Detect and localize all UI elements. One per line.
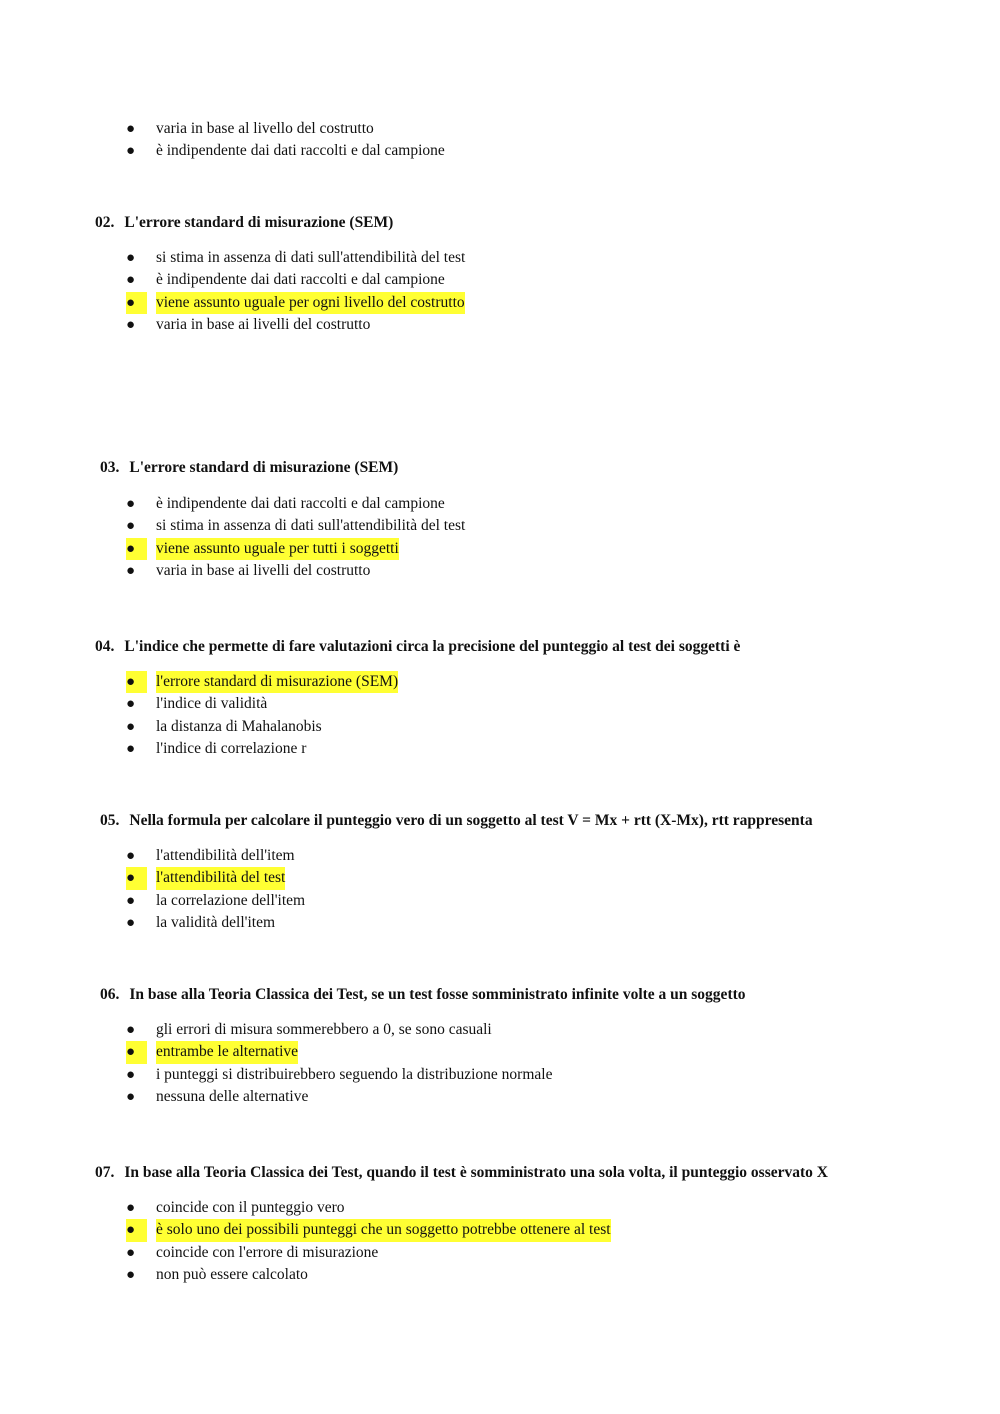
question-06-options <box>0 1019 1000 1108</box>
option-item <box>0 140 1000 162</box>
bullet-icon: ● <box>126 1244 136 1261</box>
question-04-options <box>0 671 1000 760</box>
option-text: si stima in assenza di dati sull'attendibilità del test <box>156 249 466 266</box>
bullet-icon: ● <box>126 121 136 137</box>
option-text: è indipendente dai dati raccolti e dal campione <box>156 271 445 289</box>
bullet-icon: ● <box>126 538 147 560</box>
option-text: varia in base ai livelli del costrutto <box>156 561 371 579</box>
question-title <box>100 811 813 831</box>
question-title <box>95 1163 828 1183</box>
option-text: gli errori di misura sommerebbero a 0, se sono casuali <box>156 1021 492 1038</box>
option-item <box>0 1064 1000 1086</box>
option-text: la correlazione dell'item <box>156 891 306 909</box>
question-number: 05. <box>100 812 120 829</box>
option-item <box>0 693 1000 715</box>
bullet-icon: ● <box>126 1022 136 1038</box>
option-item-highlighted <box>0 1041 1000 1063</box>
option-text: coincide con l'errore di misurazione <box>156 1243 379 1261</box>
question-03-options <box>0 493 1000 582</box>
bullet-icon: ● <box>126 518 136 535</box>
bullet-icon: ● <box>126 848 136 864</box>
question-text: L'errore standard di misurazione (SEM) <box>129 459 399 476</box>
option-text: viene assunto uguale per tutti i soggetti <box>156 538 399 560</box>
bullet-icon: ● <box>126 740 136 757</box>
question-number: 02. <box>95 214 115 231</box>
bullet-icon: ● <box>126 1266 136 1283</box>
bullet-icon: ● <box>126 250 136 266</box>
option-item <box>0 1086 1000 1108</box>
question-07-options <box>0 1197 1000 1286</box>
bullet-icon: ● <box>126 914 136 931</box>
question-number: 07. <box>95 1164 115 1181</box>
option-item-highlighted <box>0 867 1000 889</box>
option-item <box>0 890 1000 912</box>
bullet-icon: ● <box>126 718 136 735</box>
option-item-highlighted <box>0 671 1000 693</box>
question-title <box>95 213 393 233</box>
option-text: viene assunto uguale per ogni livello del costrutto <box>156 292 465 314</box>
option-text: entrambe le alternative <box>156 1041 298 1063</box>
question-text: L'indice che permette di fare valutazioni circa la precisione del punteggio al test dei soggetti è <box>124 638 741 655</box>
option-item <box>0 912 1000 934</box>
question-title <box>100 985 746 1005</box>
option-text: non può essere calcolato <box>156 1265 308 1283</box>
option-text: l'errore standard di misurazione (SEM) <box>156 671 398 693</box>
option-item <box>0 738 1000 760</box>
question-number: 04. <box>95 638 115 655</box>
question-number: 03. <box>100 459 120 476</box>
option-text: varia in base al livello del costrutto <box>156 120 374 137</box>
option-text: l'attendibilità dell'item <box>156 847 295 864</box>
option-text: la distanza di Mahalanobis <box>156 717 322 735</box>
option-item <box>0 1019 1000 1041</box>
option-item <box>0 118 1000 140</box>
option-text: i punteggi si distribuirebbero seguendo la distribuzione normale <box>156 1065 553 1083</box>
bullet-icon: ● <box>126 316 136 333</box>
bullet-icon: ● <box>126 867 147 889</box>
question-01-options <box>0 118 1000 163</box>
option-text: varia in base ai livelli del costrutto <box>156 315 371 333</box>
question-title <box>95 637 740 657</box>
option-item <box>0 845 1000 867</box>
option-text: si stima in assenza di dati sull'attendibilità del test <box>156 517 466 535</box>
option-item <box>0 1242 1000 1264</box>
option-text: l'indice di correlazione r <box>156 739 307 757</box>
bullet-icon: ● <box>126 1088 136 1105</box>
option-item <box>0 560 1000 582</box>
option-item <box>0 493 1000 515</box>
question-text: In base alla Teoria Classica dei Test, quando il test è somministrato una sola volta, il punteggio osservato X <box>124 1164 828 1181</box>
option-text: nessuna delle alternative <box>156 1087 309 1105</box>
question-text: L'errore standard di misurazione (SEM) <box>124 214 394 231</box>
option-item <box>0 515 1000 537</box>
bullet-icon: ● <box>126 1219 147 1241</box>
option-item <box>0 1264 1000 1286</box>
option-text: coincide con il punteggio vero <box>156 1199 345 1216</box>
bullet-icon: ● <box>126 496 136 512</box>
bullet-icon: ● <box>126 696 136 713</box>
option-item-highlighted <box>0 292 1000 314</box>
bullet-icon: ● <box>126 892 136 909</box>
bullet-icon: ● <box>126 1066 136 1083</box>
option-item <box>0 314 1000 336</box>
option-text: è indipendente dai dati raccolti e dal campione <box>156 495 445 512</box>
option-text: la validità dell'item <box>156 913 276 931</box>
bullet-icon: ● <box>126 671 147 693</box>
option-text: è solo uno dei possibili punteggi che un soggetto potrebbe ottenere al test <box>156 1219 611 1241</box>
question-text: In base alla Teoria Classica dei Test, se un test fosse somministrato infinite volte a un soggetto <box>129 986 746 1003</box>
bullet-icon: ● <box>126 1041 147 1063</box>
bullet-icon: ● <box>126 1200 136 1216</box>
bullet-icon: ● <box>126 292 147 314</box>
option-text: è indipendente dai dati raccolti e dal campione <box>156 142 445 160</box>
option-item-highlighted <box>0 1219 1000 1241</box>
option-text: l'attendibilità del test <box>156 867 285 889</box>
option-item <box>0 247 1000 269</box>
option-item <box>0 716 1000 738</box>
option-item-highlighted <box>0 538 1000 560</box>
bullet-icon: ● <box>126 272 136 289</box>
option-item <box>0 269 1000 291</box>
option-item <box>0 1197 1000 1219</box>
question-title <box>100 458 398 478</box>
question-text: Nella formula per calcolare il punteggio vero di un soggetto al test V = Mx + rtt (X-Mx), rtt rappresenta <box>129 812 813 829</box>
bullet-icon: ● <box>126 562 136 579</box>
question-02-options <box>0 247 1000 336</box>
bullet-icon: ● <box>126 143 136 160</box>
question-05-options <box>0 845 1000 934</box>
question-number: 06. <box>100 986 120 1003</box>
option-text: l'indice di validità <box>156 695 268 713</box>
